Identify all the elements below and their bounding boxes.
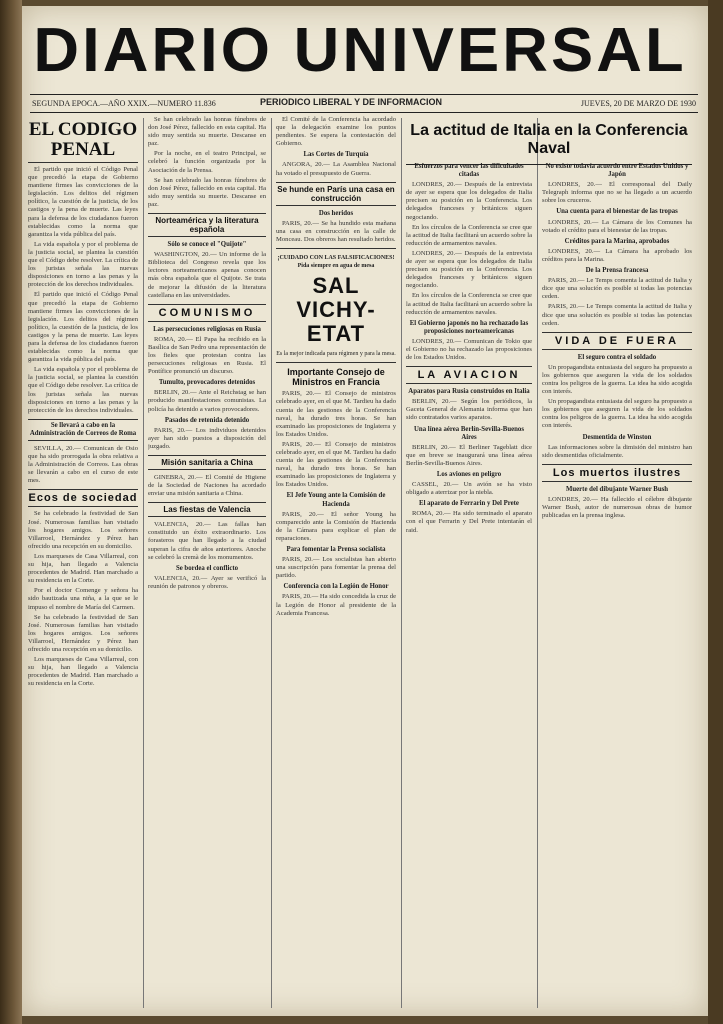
article-text: LONDRES, 20.— La Cámara ha aprobado los créditos para la Marina. <box>542 247 692 263</box>
subheading-acuerdo: No existe todavía acuerdo entre Estados Unidos y Japón <box>545 163 689 179</box>
subheading-cortes-turquia: Las Cortes de Turquía <box>303 151 369 159</box>
subheading-aparatos-rusia: Aparatos para Rusia construidos en Italia <box>408 388 530 396</box>
subheading-desmentida: Desmentida de Winston <box>582 433 652 441</box>
headline-fiestas-valencia: Las fiestas de Valencia <box>148 502 266 517</box>
masthead-title: DIARIO UNIVERSAL <box>33 16 687 85</box>
column-rule <box>537 118 538 1008</box>
article-text: LONDRES, 20.— Comunican de Tokio que el Gobierno no ha rechazado las proposiciones de los Estados Unidos. <box>406 337 532 362</box>
subheading-detenido: Pasados de retenida detenido <box>164 416 250 424</box>
subheading-prensa-francesa: De la Prensa francesa <box>585 267 649 275</box>
column-5 <box>542 116 692 1011</box>
article-text: El partido que inició el Código Penal que precedió la etapa de Gobierno mantiene firmes las convicciones de la legislación. Los delitos del régimen político, la cuestión de la justicia, de los castigos y la pena de muerte. Las leyes para la defensa de los ciudadanos fueron establecidas como la norma que garantiza la vida pública del país. <box>28 291 138 364</box>
subheading-heridos: Dos heridos <box>318 209 354 217</box>
subheading-tropas: Una cuenta para el bienestar de las tropas <box>556 208 678 216</box>
banner-rule <box>406 164 692 165</box>
subheading-tumulto: Tumulto, provocadores detenidos <box>158 379 256 387</box>
masthead-rule-bottom <box>30 112 698 113</box>
ad-slogan: Es la mejor indicada para régimen y para la mesa. <box>276 351 396 358</box>
headline-mision-sanitaria: Misión sanitaria a China <box>148 455 266 470</box>
subheading-aviones-peligro: Los aviones en peligro <box>436 471 502 478</box>
dateline <box>30 97 698 111</box>
article-text: Los marqueses de Casa Villarreal, con su hija, han llegado a Valencia procedentes de Madrid. Han marchado a su residencia en la Corte. <box>28 656 138 688</box>
article-text: Se ha celebrado la festividad de San José. Numerosas familias han visitado los hogares amigos. Los señores Villarroel, Hernández y Pérez han ofrecido una recepción en su domicilio. <box>28 613 138 653</box>
article-text: Las informaciones sobre la dimisión del ministro han sido desmentidas oficialmente. <box>542 443 692 459</box>
dateline-epoch: SEGUNDA EPOCA.—AÑO XXIX.—NUMERO 11.836 <box>32 99 216 108</box>
subheading-esfuerzos: Esfuerzos para vencer las dificultades citadas <box>414 163 524 179</box>
article-text: PARIS, 20.— Los socialistas han abierto una suscripción para fomentar la prensa del partido. <box>276 556 396 580</box>
column-1 <box>28 116 138 1011</box>
article-text: PARIS, 20.— Le Temps comenta la actitud de Italia y dice que una solución es posible si todas las potencias ceden. <box>542 277 692 301</box>
subheading-young: El Jefe Young ante la Comisión de Hacienda <box>286 492 386 508</box>
subheading-conflicto: Se bordea el conflicto <box>175 564 239 572</box>
headline-consejo-ministros: Importante Consejo de Ministros en Francia <box>287 367 385 388</box>
article-text: Los marqueses de Casa Villarreal, con su hija, han llegado a Valencia procedentes de Madrid. Han marchado a su residencia en la Corte. <box>28 552 138 585</box>
article-text: LONDRES, 20.— Ha fallecido el célebre dibujante Warner Bush, autor de numerosas obras de humor publicadas en la prensa inglesa. <box>542 495 692 520</box>
headline-codigo-penal: EL CODIGO PENAL <box>28 120 138 163</box>
article-text: ROMA, 20.— Ha sido terminado el aparato con el que Ferrarin y Del Prete intentarán el raid. <box>406 510 532 534</box>
article-text: En los círculos de la Conferencia se cree que la actitud de Italia facilitará un acuerdo sobre la reducción de armamentos navales. <box>406 223 532 247</box>
subheading-persecuciones: Las persecuciones religiosas en Rusia <box>153 325 261 333</box>
book-binding <box>0 0 22 1024</box>
headline-muertos-ilustres: Los muertos ilustres <box>542 464 692 482</box>
banner-headline-italia: La actitud de Italia en la Conferencia Naval <box>410 122 688 157</box>
article-text: VALENCIA, 20.— Las fallas han constituido un éxito extraordinario. Los forasteros que han llegado a la ciudad superan la cifra de años anteriores. Anoche se celebró la cremà de los monumentos. <box>148 521 266 561</box>
article-text: Un propagandista entusiasta del seguro ha propuesto a los gobiernos que aseguren la vida de los soldados contra los peligros de la guerra. La idea ha sido acogida con interés. <box>542 398 692 430</box>
article-text: PARIS, 20.— Ha sido concedida la cruz de la Legión de Honor al presidente de la Academia Francesa. <box>276 593 396 617</box>
article-text: La vida española y por el problema de la justicia social, se plantea la cuestión que el Código debe resolver. La crítica de los juristas señala las nuevas disposiciones en torno a las penas y la protección de los derechos individuales. <box>28 366 138 414</box>
headline-vida-fuera: VIDA DE FUERA <box>542 332 692 350</box>
column-rule <box>401 118 402 1008</box>
headline-ecos-sociedad: Ecos de sociedad <box>28 489 138 507</box>
article-text: El partido que inició el Código Penal que precedió la etapa de Gobierno mantiene firmes las convicciones de la legislación. Los delitos del régimen político, la cuestión de la justicia, de los castigos y la pena de muerte. Las leyes para la defensa de los ciudadanos fueron establecidas como la norma que garantiza la vida pública del país. <box>28 166 138 238</box>
article-text: Por la noche, en el teatro Principal, se celebró la función organizada por la Asociación de la Prensa. <box>148 150 266 174</box>
subheading-quijote: Sólo se conoce el "Quijote" <box>167 241 247 249</box>
column-2 <box>148 116 266 1011</box>
article-text: VALENCIA, 20.— Ayer se verificó la reunión de patronos y obreros. <box>148 574 266 590</box>
dateline-tagline: PERIODICO LIBERAL Y DE INFORMACION <box>260 97 443 107</box>
article-text: PARIS, 20.— Le Temps comenta la actitud de Italia y dice que una solución es posible si todas las potencias ceden. <box>542 303 692 327</box>
article-text: PARIS, 20.— El señor Young ha comparecido ante la Comisión de Hacienda de la Cámara para explicar el plan de reparaciones. <box>276 510 396 542</box>
article-text: BERLIN, 20.— Ante el Reichstag se han producido manifestaciones comunistas. La policía ha detenido a varios provocadores. <box>148 389 266 413</box>
article-text: Por el doctor Comenge y señora ha sido bautizada una niña, a la que se le impuso el nombre de María del Carmen. <box>28 587 138 611</box>
article-text: SEVILLA, 20.— Comunican de Osio que ha sido prorrogada la obra relativa a la Administración de Correos. Las obras se llevarán a cabo en el curso de este mes. <box>28 445 138 485</box>
article-text: El Comité de la Conferencia ha acordado que la delegación examine los puntos pendientes. Se espera la contestación del Gobierno. <box>276 116 396 148</box>
article-text: LONDRES, 20.— El corresponsal del Daily Telegraph informa que no se ha llegado a un acuerdo sobre los cruceros. <box>542 181 692 205</box>
headline-aviacion: LA AVIACION <box>406 366 532 384</box>
headline-comunismo: COMUNISMO <box>148 304 266 322</box>
subheading-creditos: Créditos para la Marina, aprobados <box>564 237 670 245</box>
column-3 <box>276 116 396 1011</box>
article-text: Se ha celebrado la festividad de San José. Numerosas familias han visitado los hogares amigos. Los señores Villarroel, Hernández y Pérez han ofrecido una recepción en su domicilio. <box>28 510 138 550</box>
subheading-prensa-socialista: Para fomentar la Prensa socialista <box>286 546 386 553</box>
article-text: La vida española y por el problema de la justicia social, se plantea la cuestión que el Código debe resolver. La crítica de los juristas señala las nuevas disposiciones en torno a las penas y la protección de los derechos individuales. <box>28 240 138 289</box>
newspaper-page <box>22 6 708 1016</box>
article-text: CASSEL, 20.— Un avión se ha visto obligado a aterrizar por la niebla. <box>406 481 532 497</box>
article-text: LONDRES, 20.— Después de la entrevista de ayer se espera que los delegados de Italia precisen su posición en la Conferencia. Los delegados franceses y británicos siguen negociando. <box>406 249 532 290</box>
headline-norteamerica: Norteamérica y la literatura española <box>148 213 266 237</box>
dateline-date: JUEVES, 20 DE MARZO DE 1930 <box>580 99 696 108</box>
article-text: ANGORA, 20.— La Asamblea Nacional ha votado el presupuesto de Guerra. <box>276 161 396 177</box>
article-text: BERLIN, 20.— Según los periódicos, la Gaceta General de Alemania informa que han sido contratados varios aparatos. <box>406 398 532 422</box>
article-text: PARIS, 20.— Los individuos detenidos ayer han sido puestos a disposición del juzgado. <box>148 426 266 450</box>
ad-brand: SAL VICHY-ETAT <box>296 273 376 347</box>
subheading-seguro: El seguro contra el soldado <box>577 353 657 361</box>
article-text: Se han celebrado las honras fúnebres de don José Pérez, fallecido en esta capital. Ha sido muy sentida su muerte. Descanse en paz. <box>148 116 266 148</box>
column-rule <box>143 118 144 1008</box>
column-4 <box>406 116 532 1011</box>
subheading-ferrarin: El aparato de Ferrarin y Del Prete <box>419 500 519 508</box>
article-text: LONDRES, 20.— Después de la entrevista de ayer se espera que los delegados de Italia precisen su posición en la Conferencia. Los delegados franceses y británicos siguen negociando. <box>406 181 532 221</box>
column-rule <box>271 118 272 1008</box>
subheading-legion-honor: Conferencia con la Legión de Honor <box>283 583 389 591</box>
article-text: PARIS, 20.— El Consejo de ministros celebrado ayer, en el que M. Tardieu ha dado cuenta de las gestiones de la Conferencia naval, ha durado tres horas. Se han examinado las proposiciones de Inglaterra y los Estados Unidos. <box>276 390 396 438</box>
subheading-warner-bush: Muerte del dibujante Warner Bush <box>565 485 669 493</box>
article-text: Se han celebrado las honras fúnebres de don José Pérez, fallecido en esta capital. Ha sido muy sentida su muerte. Descanse en paz. <box>148 176 266 208</box>
article-text: En los círculos de la Conferencia se cree que la actitud de Italia facilitará un acuerdo sobre la reducción de armamentos navales. <box>406 292 532 316</box>
ad-warning: ¡CUIDADO CON LAS FALSIFICACIONES! Pida siempre en agua de mesa <box>277 255 395 270</box>
article-text: ROMA, 20.— El Papa ha recibido en la Basílica de San Pedro una representación de los fieles que protestan contra las persecuciones religiosas en Rusia. El Pontífice pronunció un discurso. <box>148 335 266 376</box>
article-text: WASHINGTON, 20.— Un informe de la Biblioteca del Congreso revela que los lectores norteamericanos apenas conocen más obra española que el Quijote. Se trata de mejorar la difusión de la literatura castellana en las universidades. <box>148 251 266 299</box>
article-text: LONDRES, 20.— La Cámara de los Comunes ha votado el crédito para el bienestar de las tropas. <box>542 218 692 234</box>
advertisement-vichy <box>276 248 396 363</box>
article-text: BERLIN, 20.— El Berliner Tageblatt dice que en breve se inaugurará una línea aérea Berlín-Sevilla-Buenos Aires. <box>406 443 532 467</box>
page-edge <box>708 0 723 1024</box>
article-text: PARIS, 20.— Se ha hundido esta mañana una casa en construcción en la calle de Monceau. Dos obreros han resultado heridos. <box>276 219 396 243</box>
article-text: GINEBRA, 20.— El Comité de Higiene de la Sociedad de Naciones ha acordado enviar una misión sanitaria a China. <box>148 474 266 498</box>
subheading-correos: Se llevará a cabo en la Administración de Correos de Roma <box>28 419 138 441</box>
article-text: Un propagandista entusiasta del seguro ha propuesto a los gobiernos que aseguren la vida de los soldados contra los peligros de la guerra. La idea ha sido acogida con interés. <box>542 363 692 396</box>
headline-casa-paris: Se hunde en París una casa en construcción <box>276 182 396 206</box>
masthead-rule-top <box>30 94 698 95</box>
subheading-japon: El Gobierno japonés no ha rechazado las proposiciones norteamericanas <box>409 319 529 335</box>
article-text: PARIS, 20.— El Consejo de ministros celebrado ayer, en el que M. Tardieu ha dado cuenta de las gestiones de la Conferencia naval, ha durado tres horas. Se han examinado las proposiciones de Inglaterra y los Estados Unidos. <box>276 440 396 489</box>
subheading-linea-aerea: Una línea aérea Berlín-Sevilla-Buenos Aires <box>414 425 524 441</box>
